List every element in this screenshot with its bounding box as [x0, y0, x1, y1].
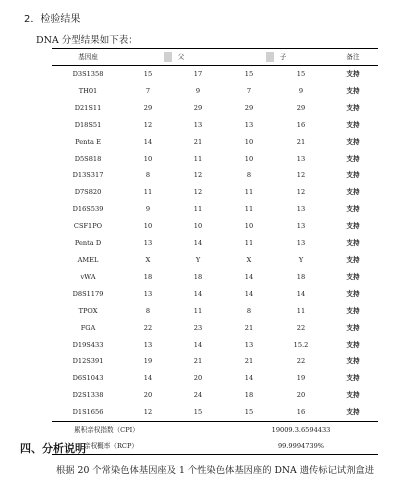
father-allele-1: X: [145, 255, 151, 264]
cpi-value: 19009.3.6594433: [271, 426, 331, 435]
table-row: [52, 320, 378, 337]
father-allele-2: 15: [172, 404, 224, 421]
child-allele-1: 11: [244, 239, 254, 248]
father-allele-1: 29: [143, 103, 153, 112]
child-allele-1: 8: [246, 306, 252, 315]
father-allele-1: 14: [143, 137, 153, 146]
note-cell: 支持: [346, 205, 360, 214]
locus-cell: TH01: [78, 86, 98, 95]
father-allele-1: 20: [143, 391, 153, 400]
child-allele-1: 21: [244, 357, 254, 366]
father-allele-2: 14: [193, 289, 203, 298]
child-allele-1: 15: [224, 404, 274, 421]
father-allele-1: 13: [143, 239, 153, 248]
child-allele-2: 13: [296, 222, 306, 231]
locus-cell: D19S433: [72, 340, 104, 349]
note-cell: 支持: [346, 374, 360, 383]
father-allele-1: 8: [145, 306, 151, 315]
father-allele-2: 12: [193, 171, 203, 180]
father-allele-2: 14: [193, 239, 203, 248]
father-allele-2: 21: [193, 357, 203, 366]
child-allele-2: 21: [296, 137, 306, 146]
table-row: [52, 218, 378, 235]
child-allele-1: 13: [244, 120, 254, 129]
table-body: [52, 66, 378, 422]
note-cell: 支持: [346, 391, 360, 400]
child-allele-1: 14: [244, 289, 254, 298]
father-allele-2: 11: [193, 306, 203, 315]
table-row: [52, 370, 378, 387]
analysis-paragraph: 根据 20 个常染色体基因座及 1 个性染色体基因座的 DNA 遗传标记试剂盒进: [56, 465, 375, 476]
child-allele-2: 16: [296, 120, 306, 129]
note-cell: 支持: [346, 103, 360, 112]
note-cell: 支持: [346, 171, 360, 180]
father-allele-1: 14: [143, 374, 153, 383]
father-allele-2: 14: [193, 340, 203, 349]
father-allele-1: 12: [143, 120, 153, 129]
locus-cell: vWA: [80, 272, 96, 281]
father-allele-2: 11: [193, 154, 203, 163]
father-allele-1: 18: [143, 272, 153, 281]
note-cell: 支持: [346, 289, 360, 298]
child-allele-1: 10: [244, 137, 254, 146]
table-row: [52, 269, 378, 286]
table-row: [52, 252, 378, 269]
header-locus: 基因座: [52, 49, 124, 66]
note-cell: 支持: [346, 323, 360, 332]
child-allele-1: 14: [244, 272, 254, 281]
table-header-row: [52, 49, 378, 66]
locus-cell: Penta E: [75, 137, 101, 146]
header-note: 备注: [328, 49, 378, 66]
locus-cell: CSF1PO: [73, 222, 103, 231]
table-row: [52, 117, 378, 134]
child-allele-1: 29: [244, 103, 254, 112]
table-row: [52, 387, 378, 404]
note-cell: 支持: [346, 120, 360, 129]
note-cell: 支持: [346, 137, 360, 146]
father-allele-1: 7: [145, 86, 151, 95]
locus-cell: D8S1179: [72, 289, 104, 298]
table-row: [52, 353, 378, 370]
father-allele-2: 12: [193, 188, 203, 197]
father-allele-2: 20: [193, 374, 203, 383]
child-allele-2: 19: [296, 374, 306, 383]
child-allele-1: 11: [244, 205, 254, 214]
note-cell: 支持: [346, 70, 360, 78]
section-title: 2．检验结果: [24, 14, 81, 25]
father-allele-1: 19: [143, 357, 153, 366]
child-allele-1: 10: [244, 154, 254, 163]
father-allele-2: Y: [195, 255, 201, 264]
father-allele-2: 9: [195, 86, 201, 95]
locus-cell: D12S391: [72, 357, 104, 366]
father-allele-1: 10: [143, 154, 153, 163]
child-allele-1: X: [246, 255, 252, 264]
note-cell: 支持: [328, 404, 378, 421]
note-cell: 支持: [346, 255, 360, 264]
note-cell: 支持: [346, 154, 360, 163]
child-allele-1: 14: [244, 374, 254, 383]
rcp-label: 亲权概率（RCP）: [52, 438, 224, 455]
father-allele-2: 29: [193, 103, 203, 112]
locus-cell: AMEL: [77, 255, 99, 264]
father-allele-2: 18: [193, 272, 203, 281]
locus-cell: D3S1358: [72, 70, 104, 78]
father-allele-1: 12: [124, 404, 172, 421]
child-allele-1: 15: [244, 70, 254, 78]
child-allele-1: 18: [244, 391, 254, 400]
child-allele-2: 14: [296, 289, 306, 298]
dna-typing-table: [52, 48, 378, 455]
table-row: [52, 303, 378, 320]
note-cell: 支持: [346, 357, 360, 366]
rcp-value: 99.9994739%: [224, 438, 378, 455]
locus-cell: FGA: [80, 323, 96, 332]
child-allele-2: 13: [296, 205, 306, 214]
child-allele-1: 11: [244, 188, 254, 197]
table-row: [52, 66, 378, 83]
child-allele-2: 15: [296, 70, 306, 78]
rcp-row: [52, 438, 378, 455]
locus-cell: D6S1043: [72, 374, 104, 383]
child-allele-2: 9: [298, 86, 304, 95]
father-allele-1: 9: [145, 205, 151, 214]
table-row: [52, 184, 378, 201]
table-row: [52, 167, 378, 184]
child-allele-1: 13: [244, 340, 254, 349]
analysis-heading: 四、分析说明: [20, 442, 86, 455]
child-allele-2: 20: [296, 391, 306, 400]
note-cell: 支持: [346, 86, 360, 95]
header-father: 父: [124, 49, 224, 66]
father-allele-2: 17: [193, 70, 203, 78]
table-row: [52, 286, 378, 303]
child-allele-2: 29: [296, 103, 306, 112]
table-row: [52, 404, 378, 421]
child-allele-2: 13: [296, 239, 306, 248]
child-allele-2: 15.2: [293, 340, 309, 349]
child-allele-2: 11: [296, 306, 306, 315]
locus-cell: D16S539: [72, 205, 104, 214]
locus-cell: Penta D: [74, 239, 102, 248]
father-allele-1: 13: [143, 340, 153, 349]
father-allele-2: 10: [193, 222, 203, 231]
father-allele-1: 10: [143, 222, 153, 231]
note-cell: 支持: [346, 239, 360, 248]
father-allele-2: 23: [193, 323, 203, 332]
cpi-row: [52, 422, 378, 439]
locus-cell: D7S820: [74, 188, 102, 197]
child-allele-2: 22: [296, 323, 306, 332]
locus-cell: D5S818: [74, 154, 102, 163]
child-allele-1: 10: [244, 222, 254, 231]
child-allele-2: 18: [296, 272, 306, 281]
table-row: [52, 235, 378, 252]
father-allele-1: 15: [143, 70, 153, 78]
father-allele-1: 13: [143, 289, 153, 298]
father-allele-2: 13: [193, 120, 203, 129]
child-allele-1: 7: [246, 86, 252, 95]
table-row: [52, 151, 378, 168]
locus-cell: D21S11: [74, 103, 102, 112]
note-cell: 支持: [346, 188, 360, 197]
table-row: [52, 337, 378, 354]
table-row: [52, 83, 378, 100]
note-cell: 支持: [346, 272, 360, 281]
child-allele-2: 13: [296, 154, 306, 163]
child-allele-2: 16: [274, 404, 328, 421]
header-child: 子: [224, 49, 328, 66]
table-intro: DNA 分型结果如下表：: [36, 35, 138, 46]
redacted-block: [266, 52, 274, 62]
locus-cell: D13S317: [72, 171, 104, 180]
father-allele-2: 21: [193, 137, 203, 146]
father-allele-2: 24: [193, 391, 203, 400]
note-cell: 支持: [346, 340, 360, 349]
child-allele-1: 8: [246, 171, 252, 180]
child-allele-2: 12: [296, 171, 306, 180]
note-cell: 支持: [346, 222, 360, 231]
locus-cell: D2S1338: [72, 391, 104, 400]
locus-cell: D18S51: [74, 120, 102, 129]
child-allele-2: 12: [296, 188, 306, 197]
father-allele-1: 8: [145, 171, 151, 180]
cpi-label: 累积亲权指数（CPI）: [74, 426, 139, 435]
locus-cell: D1S1656: [52, 404, 124, 421]
note-cell: 支持: [346, 306, 360, 315]
table-row: [52, 201, 378, 218]
child-allele-1: 21: [244, 323, 254, 332]
table-row: [52, 100, 378, 117]
table-row: [52, 134, 378, 151]
child-allele-2: 22: [296, 357, 306, 366]
father-allele-1: 11: [143, 188, 153, 197]
father-allele-1: 22: [143, 323, 153, 332]
child-allele-2: Y: [298, 255, 304, 264]
redacted-block: [164, 52, 172, 62]
locus-cell: TPOX: [78, 306, 98, 315]
father-allele-2: 11: [193, 205, 203, 214]
